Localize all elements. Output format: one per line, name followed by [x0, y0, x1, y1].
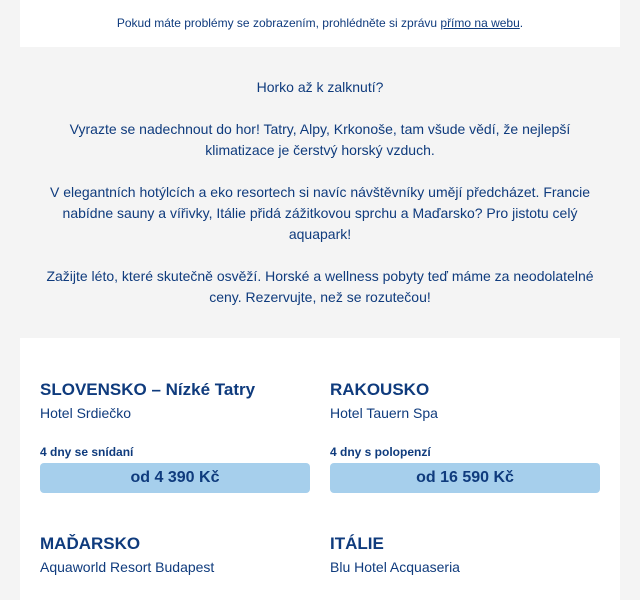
- view-online-bar: [20, 0, 620, 47]
- view-online-period: .: [519, 16, 524, 30]
- offer-hotel[interactable]: Blu Hotel Acquaseria: [330, 559, 460, 575]
- offer-country: RAKOUSKO: [330, 380, 430, 399]
- offer-card-slovensko[interactable]: [40, 380, 310, 493]
- offer-note: 4 dny s polopenzí: [330, 445, 431, 459]
- offer-country: MAĎARSKO: [40, 534, 141, 553]
- offers-section: [20, 338, 620, 600]
- offer-country: ITÁLIE: [330, 534, 384, 553]
- intro-paragraph-3: Zažijte léto, které skutečně osvěží. Horské a wellness pobyty teď máme za neodolatelné ceny. Rezervujte, než se rozutečou!: [46, 268, 594, 305]
- intro-section: [20, 47, 620, 338]
- intro-paragraph-1: Vyrazte se nadechnout do hor! Tatry, Alpy, Krkonoše, tam všude vědí, že nejlepší klimatizace je čerstvý horský vzduch.: [69, 121, 571, 158]
- intro-heading: Horko až k zalknutí?: [256, 79, 384, 95]
- offer-card-italie[interactable]: [330, 534, 600, 576]
- offer-price-button[interactable]: od 16 590 Kč: [330, 463, 600, 493]
- intro-paragraph-2: V elegantních hotýlcích a eko resortech si navíc návštěvníky umějí předcházet. Francie nabídne sauny a vířivky, Itálie přidá zážitkovou sprchu a Maďarsko? Pro jistotu celý aquapark!: [49, 184, 591, 242]
- offer-hotel[interactable]: Hotel Tauern Spa: [330, 405, 438, 421]
- view-online-text: Pokud máte problémy se zobrazením, prohlédněte si zprávu: [116, 16, 438, 30]
- offer-hotel[interactable]: Hotel Srdiečko: [40, 405, 132, 421]
- offer-hotel[interactable]: Aquaworld Resort Budapest: [40, 559, 215, 575]
- offer-card-rakousko[interactable]: [330, 380, 600, 493]
- offer-note: 4 dny se snídaní: [40, 445, 134, 459]
- view-online-link[interactable]: přímo na webu: [440, 16, 520, 30]
- offer-card-madarsko[interactable]: [40, 534, 310, 576]
- offer-price-button[interactable]: od 4 390 Kč: [40, 463, 310, 493]
- offer-country: SLOVENSKO – Nízké Tatry: [40, 380, 256, 399]
